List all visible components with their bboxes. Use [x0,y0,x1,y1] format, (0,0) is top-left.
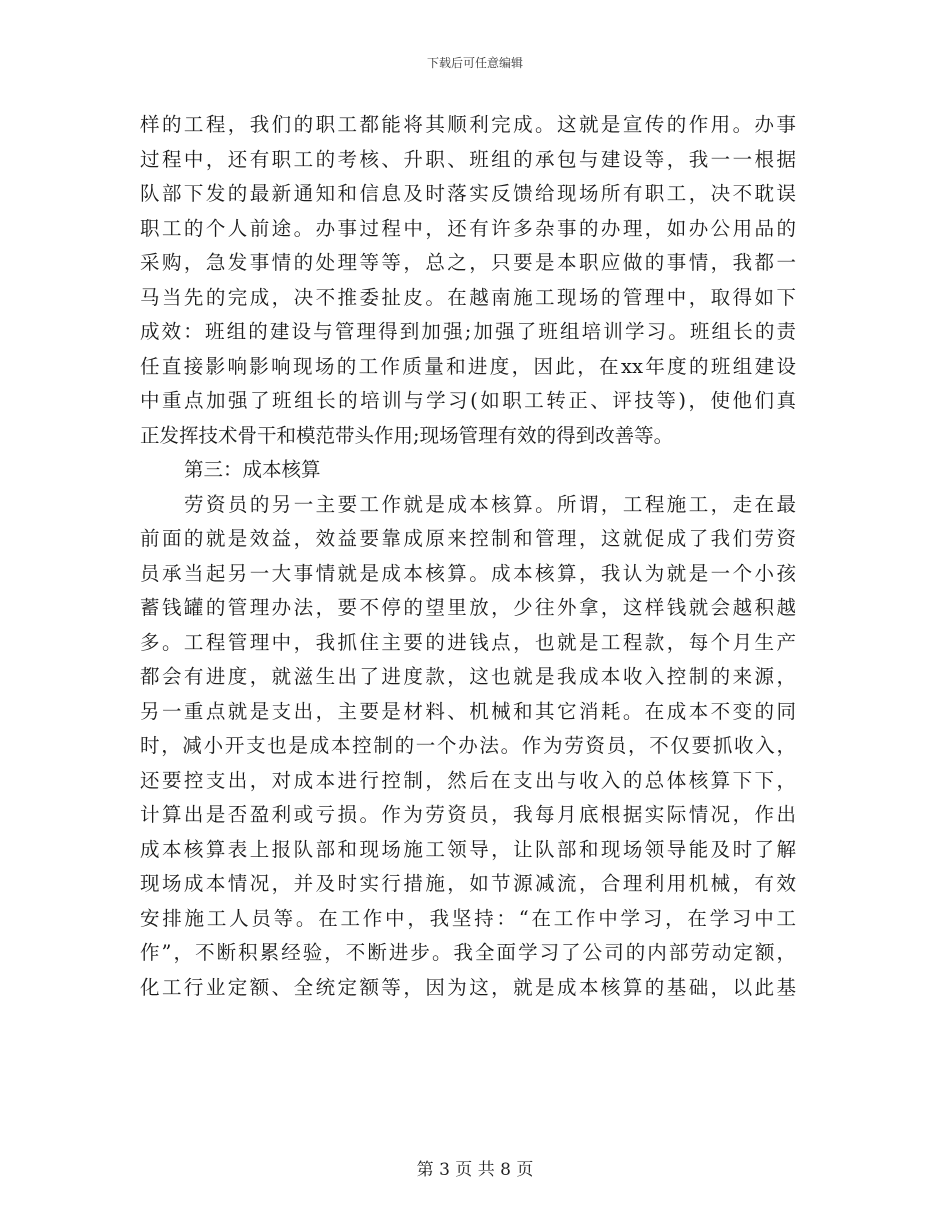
body-line: 前面的就是效益，效益要靠成原来控制和管理，这就促成了我们劳资 [140,527,796,550]
body-line: 队部下发的最新通知和信息及时落实反馈给现场所有职工，决不耽误 [140,182,796,205]
body-line: 过程中，还有职工的考核、升职、班组的承包与建设等，我一一根据 [140,147,796,171]
body-line: 采购，急发事情的处理等等，总之，只要是本职应做的事情，我都一 [140,251,796,274]
body-line: 中重点加强了班组长的培训与学习(如职工转正、评技等)，使他们真 [140,389,796,412]
body-line: 多。工程管理中，我抓住主要的进钱点，也就是工程款，每个月生产 [140,630,796,654]
document-body [140,108,796,1005]
body-line: 蓄钱罐的管理办法，要不停的望里放，少往外拿，这样钱就会越积越 [140,596,796,619]
body-line: 员承当起另一大事情就是成本核算。成本核算，我认为就是一个小孩 [140,561,796,585]
section-heading: 第三：成本核算 [184,458,321,481]
body-line: 安排施工人员等。在工作中，我坚持：“在工作中学习，在学习中工 [140,906,796,930]
page-header-note: 下载后可任意编辑 [426,56,523,70]
body-line: 成本核算表上报队部和现场施工领导，让队部和现场领导能及时了解 [140,837,796,861]
body-line: 样的工程，我们的职工都能将其顺利完成。这就是宣传的作用。办事 [140,113,796,136]
body-line: 正发挥技术骨干和模范带头作用;现场管理有效的得到改善等。 [140,423,674,447]
page-number-footer: 第 3 页 共 8 页 [416,1160,534,1180]
body-line: 作”，不断积累经验，不断进步。我全面学习了公司的内部劳动定额， [140,941,796,964]
body-line: 化工行业定额、全统定额等，因为这，就是成本核算的基础，以此基 [140,975,796,999]
body-line: 劳资员的另一主要工作就是成本核算。所谓，工程施工，走在最 [184,492,796,516]
body-line: 成效：班组的建设与管理得到加强;加强了班组培训学习。班组长的责 [140,320,796,343]
body-line: 职工的个人前途。办事过程中，还有许多杂事的办理，如办公用品的 [140,216,796,240]
body-line: 任直接影响影响现场的工作质量和进度，因此，在xx年度的班组建设 [140,354,796,378]
body-line: 都会有进度，就滋生出了进度款，这也就是我成本收入控制的来源， [140,665,796,688]
body-line: 另一重点就是支出，主要是材料、机械和其它消耗。在成本不变的同 [140,699,796,723]
body-line: 还要控支出，对成本进行控制，然后在支出与收入的总体核算下下， [140,768,796,792]
body-line: 时，减小开支也是成本控制的一个办法。作为劳资员，不仅要抓收入， [140,734,796,757]
body-line: 马当先的完成，决不推委扯皮。在越南施工现场的管理中，取得如下 [140,285,796,309]
body-line: 计算出是否盈利或亏损。作为劳资员，我每月底根据实际情况，作出 [140,803,796,826]
body-line: 现场成本情况，并及时实行措施，如节源减流，合理利用机械，有效 [140,872,796,895]
